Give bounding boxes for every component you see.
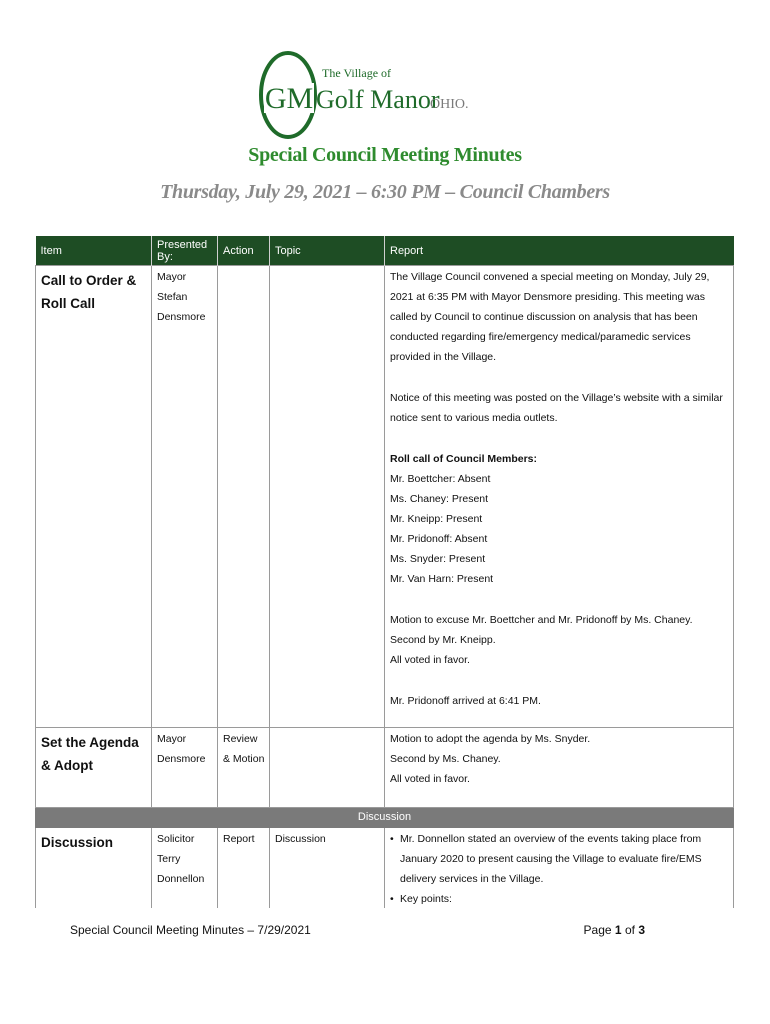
roll-call-entry: Ms. Snyder: Present [390,553,486,565]
document-title: Special Council Meeting Minutes [248,144,522,166]
section-header-row [36,808,734,828]
arrival-text: Mr. Pridonoff arrived at 6:41 PM. [390,695,541,707]
roll-call-entry: Mr. Pridonoff: Absent [390,533,488,545]
row-topic [270,266,385,728]
roll-call-entry: Ms. Chaney: Present [390,493,489,505]
section-label: Discussion [36,808,734,828]
row-topic: Discussion [270,828,385,972]
second-text: Second by Mr. Kneipp. [390,634,496,646]
row-topic [270,728,385,808]
row-report [385,266,734,728]
second-text: Second by Ms. Chaney. [390,753,501,765]
report-paragraph: The Village Council convened a special meeting on Monday, July 29, 2021 at 6:35 PM with Mayor Densmore presiding. This meeting was called by Council to continue discussion on analysis that has been conducted regarding fire/emergency medical/paramedic services provided in the Village. [390,271,710,363]
header-item: Item [36,236,152,266]
footer-title: Special Council Meeting Minutes – 7/29/2021 [70,923,311,937]
row-action: Review & Motion [218,728,270,808]
roll-call-entry: Mr. Van Harn: Present [390,573,494,585]
page-number [584,923,645,937]
table-row [36,728,734,808]
page-total: 3 [638,923,645,937]
logo-small-text: The Village of [322,66,392,80]
page-of: of [624,923,635,937]
roll-call-entry: Mr. Kneipp: Present [390,513,483,525]
logo-name: Golf Manor [316,85,440,114]
vote-text: All voted in favor. [390,773,470,785]
header-report: Report [385,236,734,266]
row-item: Set the Agenda & Adopt [36,728,152,808]
row-presented-by: Mayor Densmore [152,728,218,808]
document-subtitle: Thursday, July 29, 2021 – 6:30 PM – Council Chambers [160,181,610,203]
minutes-table [35,236,734,972]
header-presented-by: Presented By: [152,236,218,266]
bullet-list [390,829,729,909]
logo-state: OHIO. [430,97,469,112]
page-prefix: Page [583,923,612,937]
row-presented-by: Mayor Stefan Densmore [152,266,218,728]
row-action [218,266,270,728]
logo-monogram: GM [264,82,314,115]
page-current: 1 [614,923,622,937]
roll-call-heading: Roll call of Council Members: [390,453,538,465]
report-paragraph: Notice of this meeting was posted on the Village’s website with a similar notice sent to various media outlets. [390,392,723,424]
header-topic: Topic [270,236,385,266]
motion-text: Motion to adopt the agenda by Ms. Snyder. [390,733,591,745]
row-presented-by: Solicitor Terry Donnellon [152,828,218,972]
row-item: Call to Order & Roll Call [36,266,152,728]
bullet-item: • Mr. Donnellon stated an overview of the events taking place from January 2020 to present causing the Village to evaluate fire/EMS delivery services in the Village. [390,829,729,889]
vote-text: All voted in favor. [390,654,470,666]
row-action: Report [218,828,270,972]
roll-call-entry: Mr. Boettcher: Absent [390,473,491,485]
header-action: Action [218,236,270,266]
golf-manor-logo [258,50,478,140]
motion-text: Motion to excuse Mr. Boettcher and Mr. Pridonoff by Ms. Chaney. [390,614,693,626]
table-row [36,266,734,728]
row-item: Discussion [36,828,152,972]
table-header-row [36,236,734,266]
bullet-item: • Key points: [390,889,729,909]
row-report [385,728,734,808]
